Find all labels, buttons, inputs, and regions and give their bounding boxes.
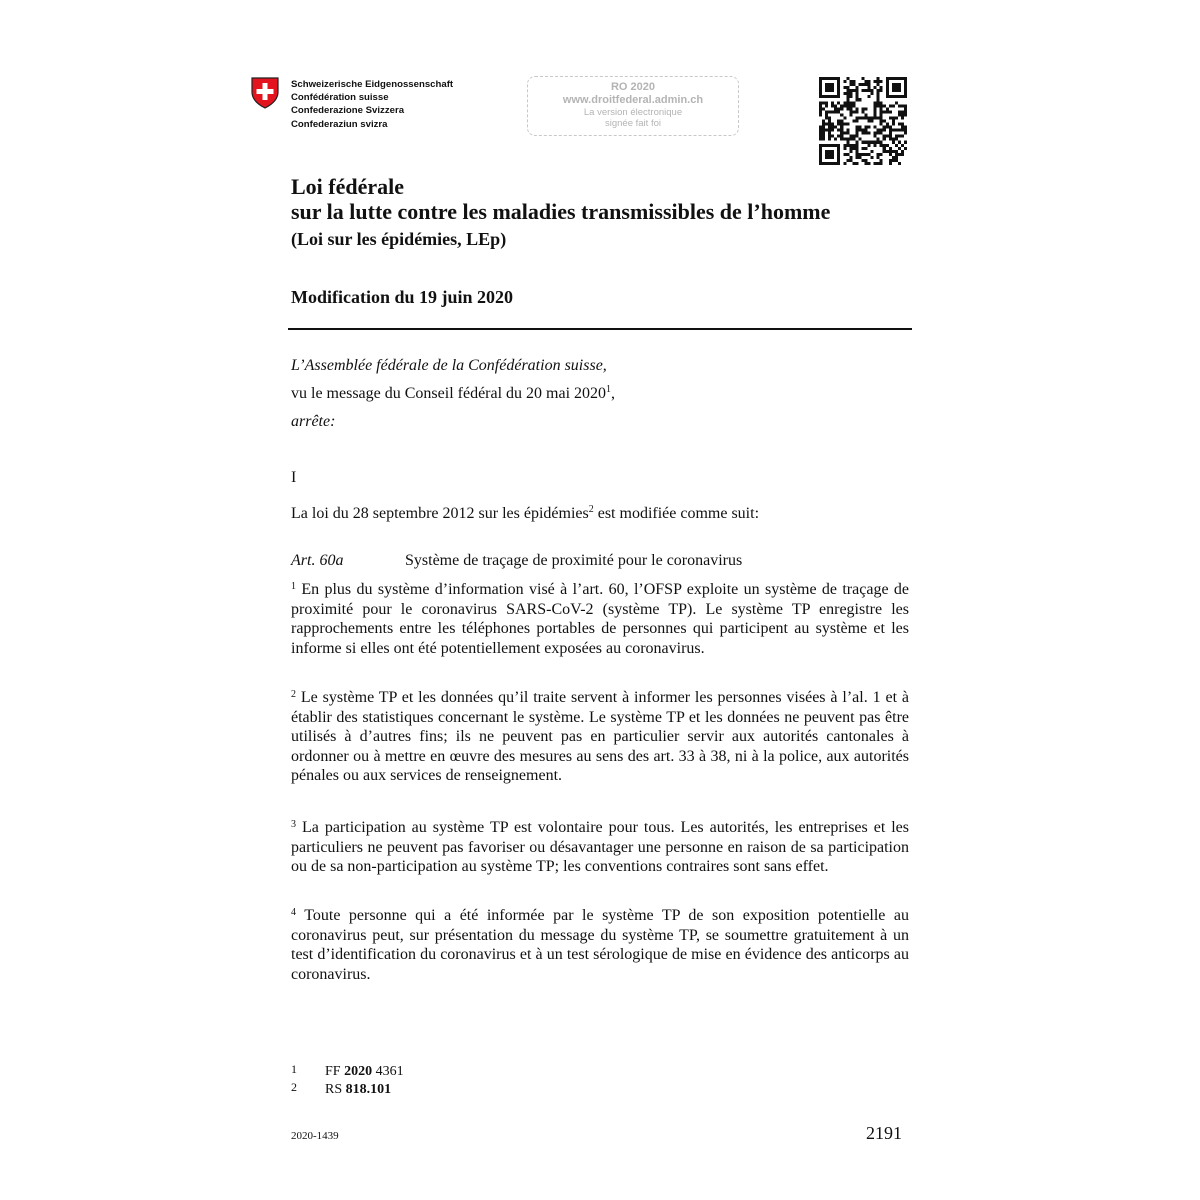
ro-stamp-url: www.droitfederal.admin.ch <box>562 94 704 106</box>
article-heading <box>291 552 742 570</box>
title-line2: sur la lutte contre les maladies transmissibles de l’homme <box>291 199 831 224</box>
article-paragraph-3 <box>291 818 909 877</box>
swiss-crest-logo <box>251 77 279 109</box>
footnote-bold: 818.101 <box>345 1082 392 1097</box>
paragraph-number: 3 <box>291 819 296 830</box>
confed-line-it: Confederazione Svizzera <box>291 105 405 117</box>
section-numeral: I <box>291 469 297 486</box>
section-intro-end: est modifiée comme suit: <box>593 505 760 522</box>
footnote-2 <box>291 1080 391 1098</box>
preamble-message <box>291 385 615 403</box>
footnote-suffix: 4361 <box>372 1064 404 1079</box>
document-title <box>291 174 830 224</box>
qr-code-icon <box>819 77 907 165</box>
footnote-bold: 2020 <box>344 1064 373 1079</box>
footnote-prefix: RS <box>325 1082 346 1097</box>
preamble-decree: arrête: <box>291 413 336 430</box>
article-number: Art. 60a <box>291 552 344 569</box>
paragraph-text: En plus du système d’information visé à l’art. 60, l’OFSP exploite un système de traçage de proximité pour le coronavirus SARS-CoV-2 (système TP). Le système TP enregistre les rapprochements entre les téléphones portables de personnes qui participent au système et les informe si elles ont été potentiellement exposées au coronavirus. <box>291 581 910 657</box>
article-title: Système de traçage de proximité pour le coronavirus <box>405 552 743 569</box>
section-intro <box>291 505 759 523</box>
title-line1: Loi fédérale <box>291 174 405 199</box>
confed-line-de: Schweizerische Eidgenossenschaft <box>291 79 454 90</box>
preamble-assembly: L’Assemblée fédérale de la Confédération suisse, <box>291 357 607 374</box>
ro-stamp-line3: La version électronique <box>583 107 683 118</box>
ro-stamp-line1: RO 2020 <box>610 81 656 93</box>
title-divider <box>288 328 912 330</box>
section-intro-text: La loi du 28 septembre 2012 sur les épidémies <box>291 505 589 522</box>
ro-stamp <box>527 76 739 136</box>
paragraph-text: Le système TP et les données qu’il traite servent à informer les personnes visées à l’al. 1 et à établir des statistiques concernant le système. Le système TP et les données ne peuvent pas être utilisés à d’autres fins; ils ne peuvent pas en particulier servir aux autorités cantonales à ordonner ou à mettre en œuvre des mesures au sens des art. 33 à 38, ni à la police, aux autorités pénales ou aux services de renseignement. <box>291 689 910 785</box>
confederation-names <box>291 78 453 131</box>
ro-stamp-line4: signée fait foi <box>605 118 661 129</box>
confed-line-fr: Confédération suisse <box>291 92 389 104</box>
article-paragraph-1 <box>291 580 909 658</box>
footnote-1 <box>291 1062 404 1080</box>
modification-date: Modification du 19 juin 2020 <box>291 287 514 307</box>
paragraph-number: 2 <box>291 689 296 700</box>
article-paragraph-4 <box>291 906 909 984</box>
preamble-message-text: vu le message du Conseil fédéral du 20 mai 2020 <box>291 385 607 402</box>
footnote-ref-1: 1 <box>606 384 612 395</box>
document-id: 2020-1439 <box>291 1130 339 1142</box>
footnote-ref-2: 2 <box>588 504 594 515</box>
paragraph-text: La participation au système TP est volontaire pour tous. Les autorités, les entreprises et les particuliers ne peuvent pas favoriser ou désavantager une personne en raison de sa participation ou de sa non-participation au système TP; les conventions contraires sont sans effet. <box>291 819 910 876</box>
confed-line-rm: Confederaziun svizra <box>291 118 388 130</box>
paragraph-text: Toute personne qui a été informée par le système TP de son exposition potentielle au coronavirus peut, sur présentation du message du système TP, se soumettre gratuitement à un test d’identification du coronavirus et à un test sérologique de mise en évidence des anticorps au coronavirus. <box>291 907 910 983</box>
page-number: 2191 <box>866 1123 902 1143</box>
paragraph-number: 1 <box>291 581 296 592</box>
footnote-prefix: FF <box>325 1064 345 1079</box>
footnote-number: 2 <box>291 1080 297 1094</box>
preamble-message-end: , <box>611 385 616 402</box>
document-subtitle: (Loi sur les épidémies, LEp) <box>291 229 507 249</box>
paragraph-number: 4 <box>291 907 296 918</box>
article-paragraph-2 <box>291 688 909 786</box>
footnote-number: 1 <box>291 1062 297 1076</box>
